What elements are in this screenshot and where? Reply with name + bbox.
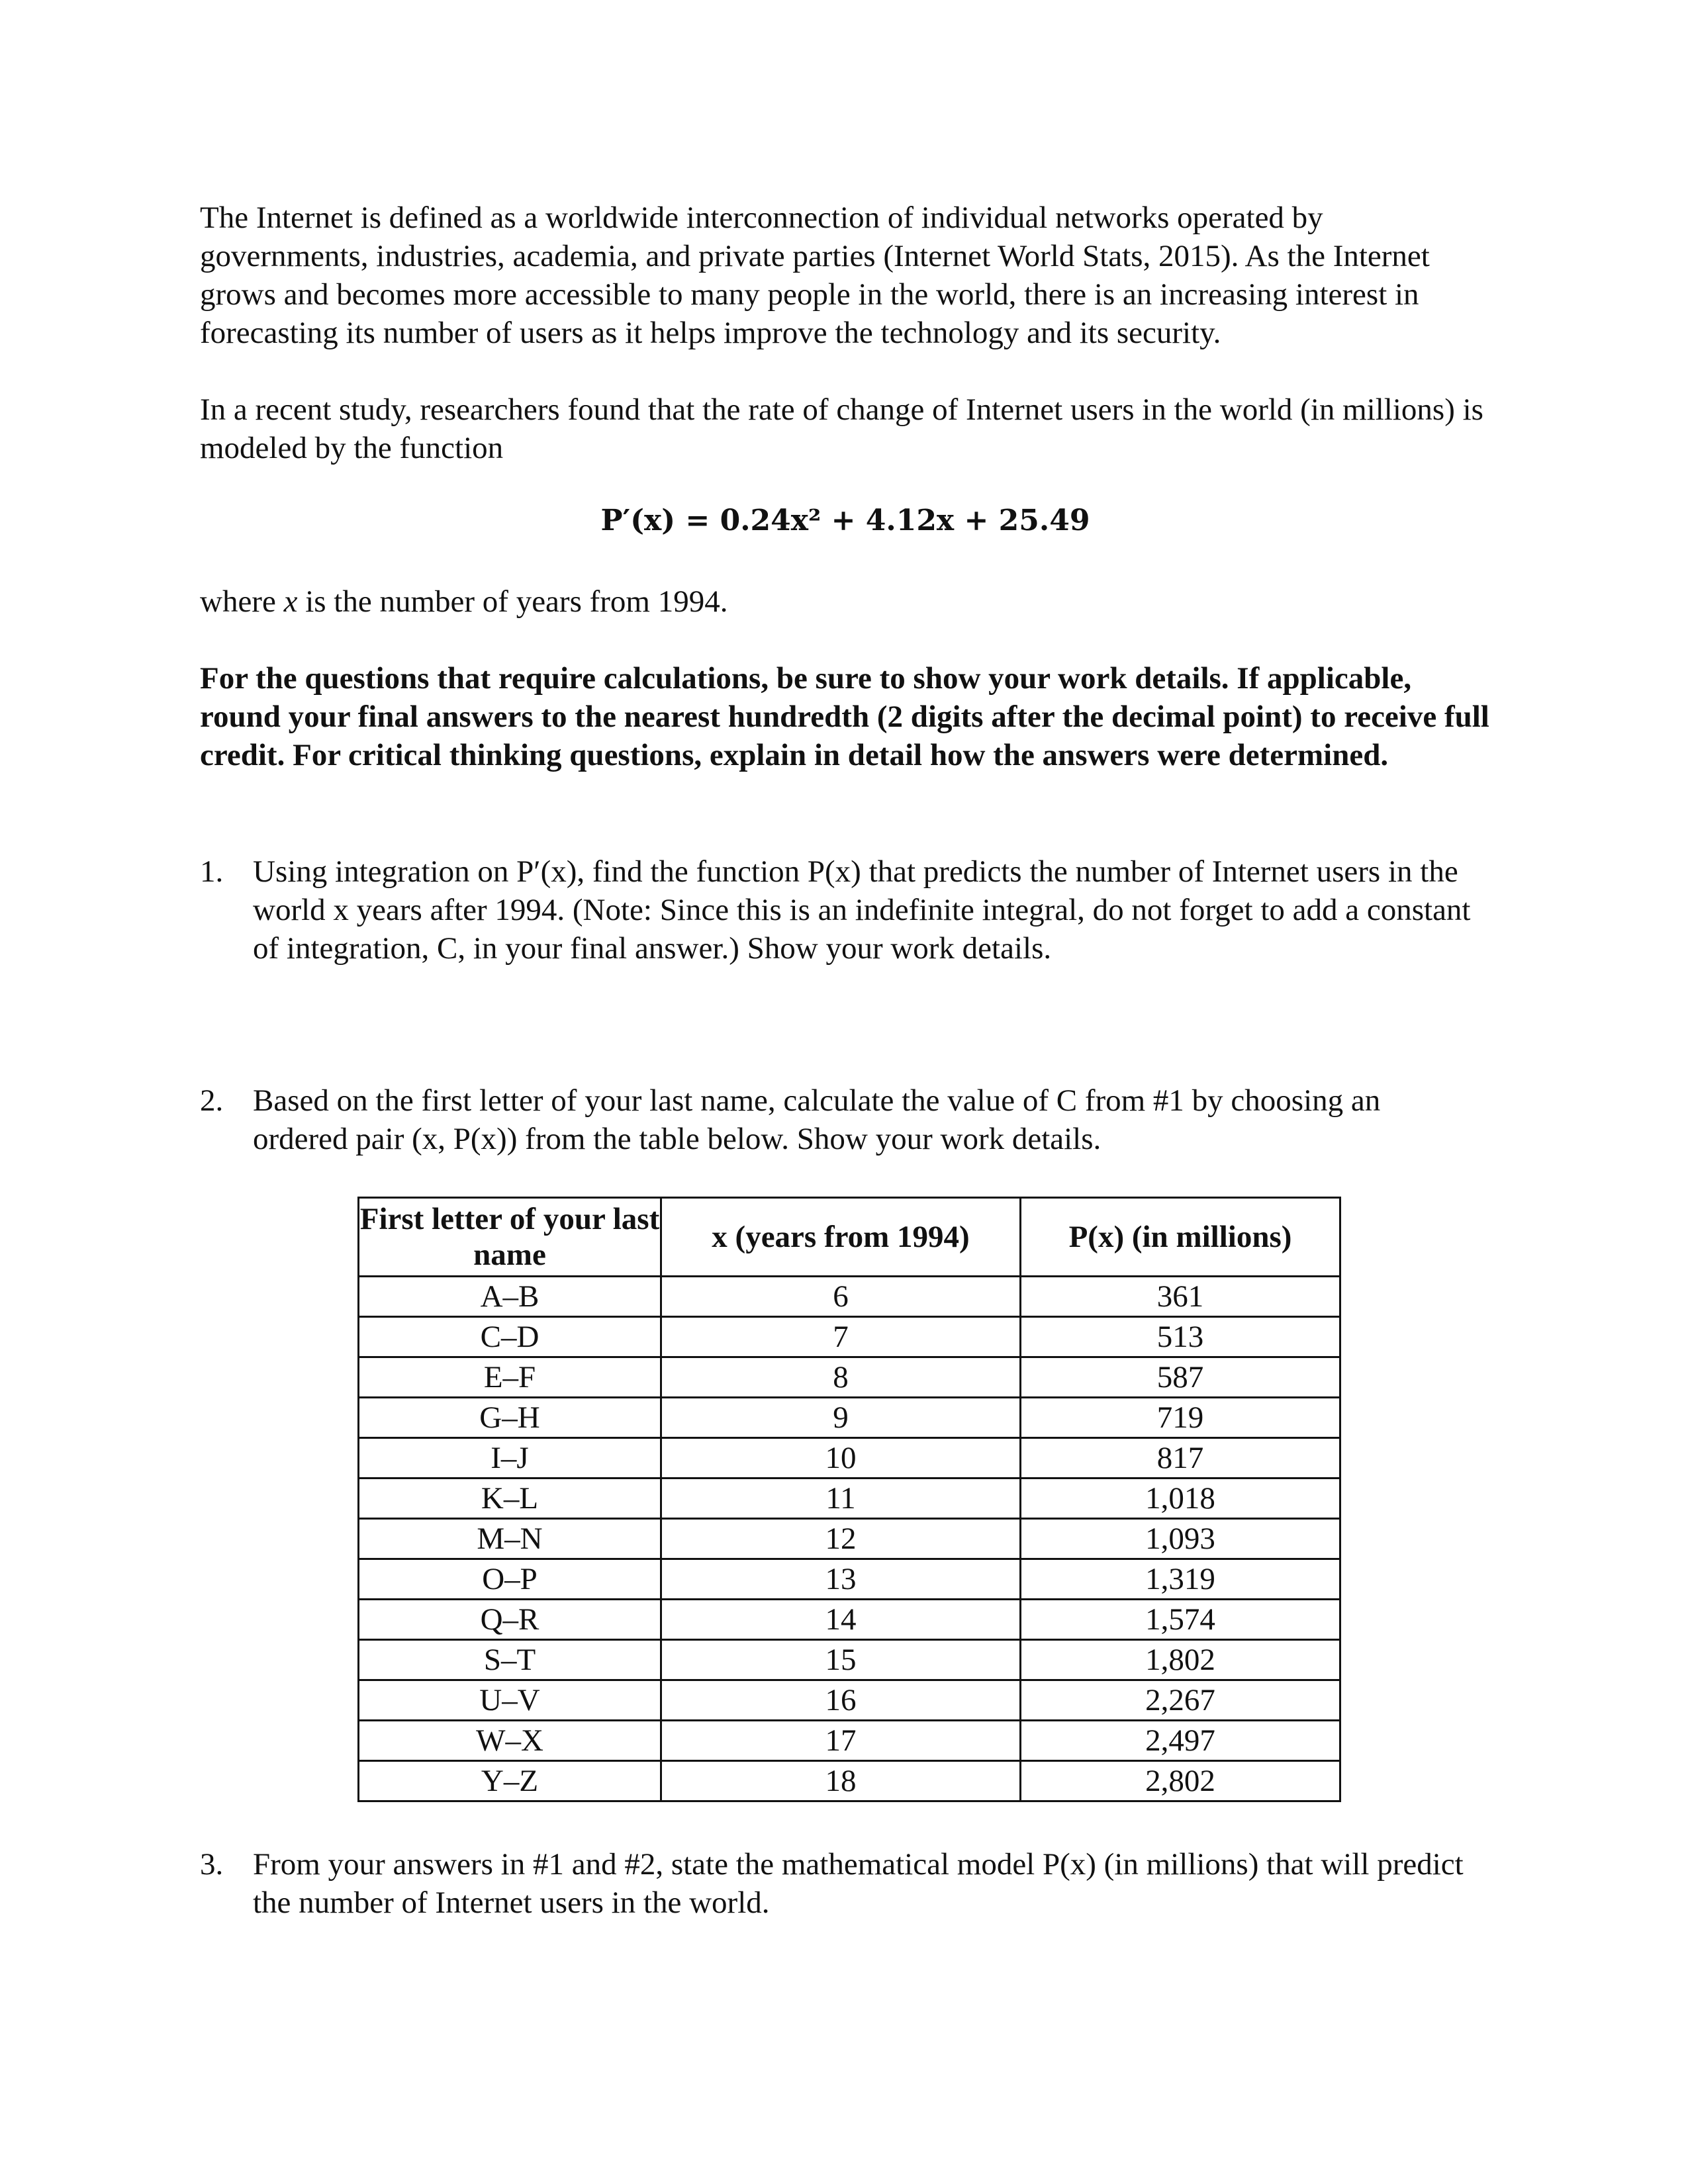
table-cell: C–D <box>359 1317 661 1357</box>
table-row <box>359 1559 1340 1600</box>
table-cell: 15 <box>661 1640 1021 1680</box>
table-row <box>359 1640 1340 1680</box>
table-cell: 8 <box>661 1357 1021 1398</box>
table-row <box>359 1600 1340 1640</box>
table-row <box>359 1277 1340 1317</box>
table-cell: 10 <box>661 1438 1021 1479</box>
table-cell: 1,093 <box>1021 1519 1340 1559</box>
table-cell: K–L <box>359 1479 661 1519</box>
table-header-row <box>359 1198 1340 1277</box>
table-cell: Y–Z <box>359 1761 661 1801</box>
table-row <box>359 1761 1340 1801</box>
table-cell: 12 <box>661 1519 1021 1559</box>
table-cell: 2,267 <box>1021 1680 1340 1721</box>
table-cell: 6 <box>661 1277 1021 1317</box>
question-3: 3. From your answers in #1 and #2, state the mathematical model P(x) (in millions) that will predict the number of Internet users in the world. <box>200 1847 1464 1920</box>
question-2: 2. Based on the first letter of your last name, calculate the value of C from #1 by choosing an ordered pair (x, P(x)) from the table below. Show your work details. <box>200 1083 1381 1156</box>
table-cell: U–V <box>359 1680 661 1721</box>
table-cell: 817 <box>1021 1438 1340 1479</box>
table-row <box>359 1680 1340 1721</box>
table-cell: 7 <box>661 1317 1021 1357</box>
table-row <box>359 1398 1340 1438</box>
table-cell: 1,319 <box>1021 1559 1340 1600</box>
table-row <box>359 1479 1340 1519</box>
table-cell: 14 <box>661 1600 1021 1640</box>
table-cell: S–T <box>359 1640 661 1680</box>
table-cell: 2,802 <box>1021 1761 1340 1801</box>
intro-paragraph: The Internet is defined as a worldwide interconnection of individual networks operated by governments, industries, academia, and private parties (Internet World Stats, 2015). As the Internet grows and becomes more accessible to many people in the world, there is an increasing interest in forecasting its number of users as it helps improve the technology and its security. <box>200 201 1430 350</box>
table-cell: A–B <box>359 1277 661 1317</box>
table-cell: G–H <box>359 1398 661 1438</box>
table-row <box>359 1721 1340 1761</box>
derivative-formula: P′(x) = 0.24x² + 4.12x + 25.49 <box>600 504 1090 537</box>
table-cell: Q–R <box>359 1600 661 1640</box>
table-cell: 513 <box>1021 1317 1340 1357</box>
instructions: For the questions that require calculations, be sure to show your work details. If applicable, round your final answers to the nearest hundredth (2 digits after the decimal point) to receive full credit. For critical thinking questions, explain in detail how the answers were determined. <box>200 661 1489 772</box>
table-cell: 9 <box>661 1398 1021 1438</box>
table-cell: O–P <box>359 1559 661 1600</box>
variable-definition: where x is the number of years from 1994. <box>200 584 728 619</box>
table-row <box>359 1519 1340 1559</box>
table-cell: 719 <box>1021 1398 1340 1438</box>
table-cell: W–X <box>359 1721 661 1761</box>
table-row <box>359 1438 1340 1479</box>
header-letter: First letter of your last name <box>359 1198 661 1277</box>
table-cell: 11 <box>661 1479 1021 1519</box>
table-cell: 587 <box>1021 1357 1340 1398</box>
table-row <box>359 1317 1340 1357</box>
table-cell: 1,802 <box>1021 1640 1340 1680</box>
table-row <box>359 1357 1340 1398</box>
table-cell: E–F <box>359 1357 661 1398</box>
data-table <box>357 1197 1341 1802</box>
table-cell: M–N <box>359 1519 661 1559</box>
table-cell: 2,497 <box>1021 1721 1340 1761</box>
table-cell: 18 <box>661 1761 1021 1801</box>
table-cell: 16 <box>661 1680 1021 1721</box>
table-cell: 361 <box>1021 1277 1340 1317</box>
header-px: P(x) (in millions) <box>1021 1198 1340 1277</box>
table-cell: 1,574 <box>1021 1600 1340 1640</box>
table-cell: I–J <box>359 1438 661 1479</box>
question-1: 1. Using integration on P′(x), find the function P(x) that predicts the number of Internet users in the world x years after 1994. (Note: Since this is an indefinite integral, do not forget to add a constant of integration, C, in your final answer.) Show your work details. <box>200 854 1471 966</box>
table-cell: 13 <box>661 1559 1021 1600</box>
header-x: x (years from 1994) <box>661 1198 1021 1277</box>
table-cell: 1,018 <box>1021 1479 1340 1519</box>
table-cell: 17 <box>661 1721 1021 1761</box>
study-paragraph: In a recent study, researchers found that the rate of change of Internet users in the world (in millions) is modeled by the function <box>200 392 1483 465</box>
